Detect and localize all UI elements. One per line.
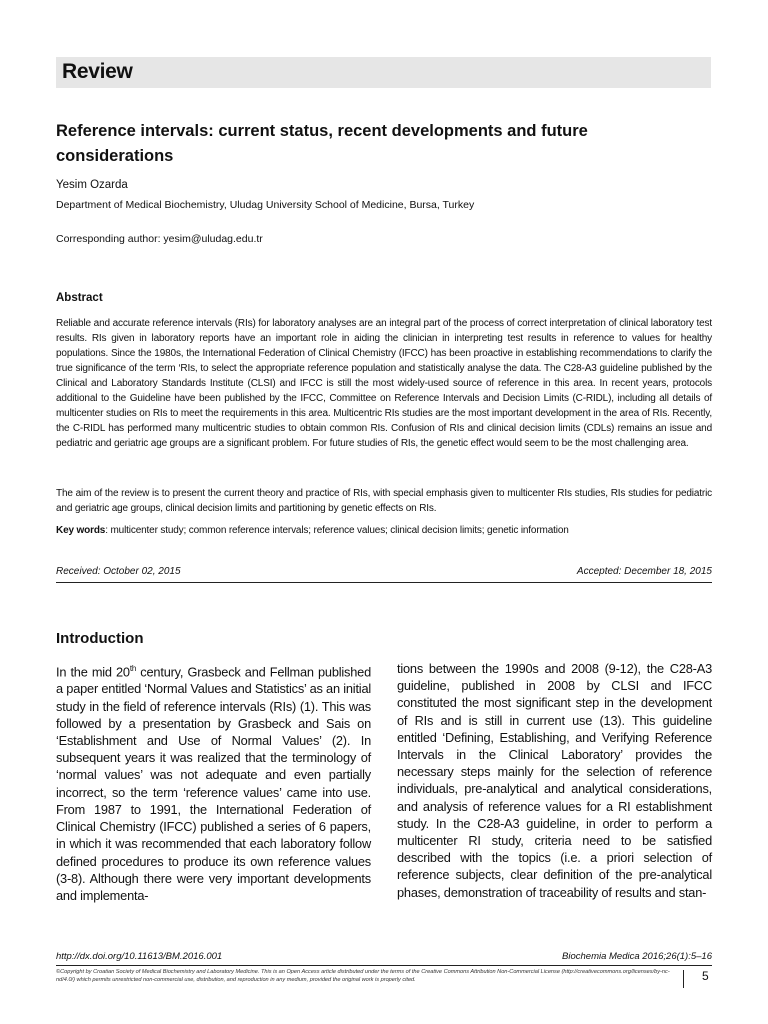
keywords-label: Key words bbox=[56, 525, 106, 536]
introduction-right-column: tions between the 1990s and 2008 (9-12), the C28-A3 guideline, published in 2008 by CLSI and IFCC constituted the most significant step in the development of RIs and is still in current use (13). This guideline entitled ‘Defining, Establishing, and Verifying Reference Intervals in the Clinical Laboratory’ provides the necessary steps mainly for the selection of reference individuals, pre-analytical and analytical considerations, and analysis of reference values for a RI establishment study. In the C28-A3 guideline, in order to perform a multicenter RI study, criteria need to be satisfied described with the topics (i.e. a priori selection of reference subjects, clear definition of the pre-analytical phases, demonstration of traceability of results and stan- bbox=[397, 661, 712, 900]
introduction-heading: Introduction bbox=[56, 630, 144, 647]
intro-superscript: th bbox=[129, 664, 137, 673]
intro-text-start: In the mid 20 bbox=[56, 664, 130, 680]
article-title: Reference intervals: current status, recent developments and future considerations bbox=[56, 122, 588, 165]
accepted-date: Accepted: December 18, 2015 bbox=[576, 566, 712, 577]
corresponding-author: Corresponding author: yesim@uludag.edu.tr bbox=[56, 233, 263, 245]
page-number: 5 bbox=[702, 969, 709, 983]
abstract-paragraph-1: Reliable and accurate reference intervals (RIs) for laboratory analyses are an integral part of the process of correct interpretation of clinical laboratory test results. RIs given in laboratory reports have an important role in aiding the clinician in interpreting test results in reference to values for healthy populations. Since the 1980s, the International Federation of Clinical Chemistry (IFCC) has been proactive in establishing recommendations to clarify the true significance of the term ‘RIs, to select the appropriate reference population and statistically analyse the data. The C28-A3 guideline published by the Clinical and Laboratory Standards Institute (CLSI) and IFCC is still the most widely-used source of reference in this area. In recent years, protocols additional to the Guideline have been published by the IFCC, Committee on Reference Intervals and Decision Limits (C-RIDL), including all details of multicenter studies on RIs to meet the requirements in this area. Multicentric RIs studies are the most important development in the area of RIs. Recently, the C-RIDL has performed many multicentric studies to obtain common RIs. Confusion of RIs and clinical decision limits (CDLs) remains an issue and pediatric and geriatric age groups are a significant problem. For future studies of RIs, the genetic effect would seem to be the most challenging area. bbox=[56, 318, 712, 449]
abstract-heading: Abstract bbox=[56, 292, 103, 304]
section-label: Review bbox=[62, 60, 133, 83]
keywords bbox=[56, 523, 712, 538]
keywords-list: : multicenter study; common reference intervals; reference values; clinical decision limits; genetic information bbox=[105, 525, 569, 536]
section-header-bar bbox=[56, 57, 711, 88]
copyright-notice: ©Copyright by Croatian Society of Medical Biochemistry and Laboratory Medicine. This is an Open Access article distributed under the terms of the Creative Commons Attribution Non-Commercial License (http://creativecommons.org/licenses/by-nc-nd/4.0/) which permits unrestricted non-commercial use, distribution, and reproduction in any medium, provided the original work is properly cited. bbox=[56, 969, 670, 983]
page-number-divider bbox=[683, 970, 684, 988]
doi-link[interactable]: http://dx.doi.org/10.11613/BM.2016.001 bbox=[56, 951, 223, 962]
footer-divider bbox=[56, 965, 712, 966]
article-dates bbox=[56, 566, 712, 583]
introduction-left-column bbox=[56, 660, 371, 904]
abstract-paragraph-2: The aim of the review is to present the current theory and practice of RIs, with special emphasis given to multicenter RIs studies, RIs studies for pediatric and geriatric age groups, clinical decision limits and partitioning by genetic effects on RIs. bbox=[56, 488, 712, 514]
intro-text-continued: century, Grasbeck and Fellman published a paper entitled ‘Normal Values and Statistics’ as an initial study in the field of reference intervals (RIs) (1). This was followed by a presentation by Grasbeck and Sais on ‘Establishment and Use of Normal Values’ (2). In subsequent years it was realized that the terminology of ‘normal values’ was not adequate and even partially incorrect, so the term ‘reference values’ came into use. From 1987 to 1991, the International Federation of Clinical Chemistry (IFCC) published a series of 6 papers, in which it was recommended that each laboratory follow defined procedures to produce its own reference values (3-8). Although there were very important developments and implementa- bbox=[56, 664, 372, 903]
author-name: Yesim Ozarda bbox=[56, 179, 128, 191]
received-date: Received: October 02, 2015 bbox=[56, 566, 181, 577]
journal-citation: Biochemia Medica 2016;26(1):5–16 bbox=[562, 951, 712, 962]
author-affiliation: Department of Medical Biochemistry, Uludag University School of Medicine, Bursa, Turkey bbox=[56, 199, 475, 211]
